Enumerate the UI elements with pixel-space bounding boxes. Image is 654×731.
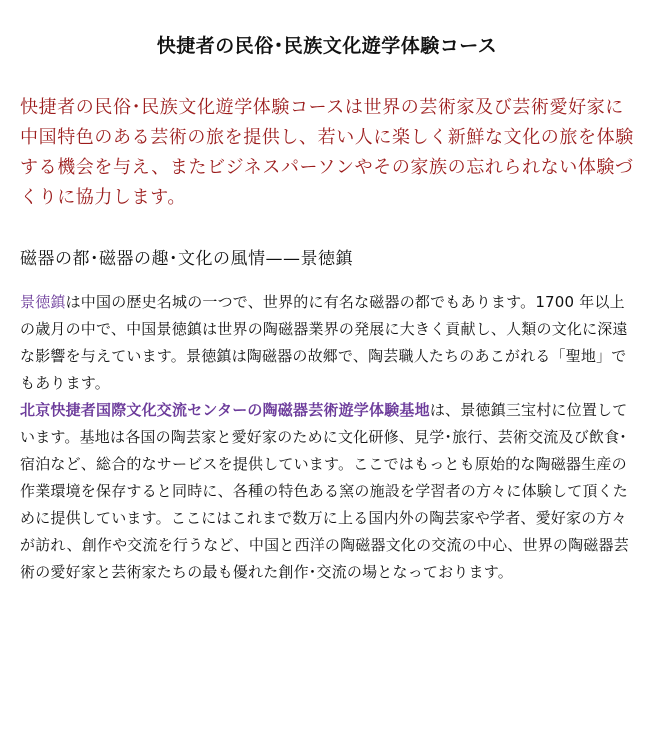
highlight-jingdezhen: 景徳鎮 (20, 293, 66, 311)
intro-paragraph: 快捷者の民俗･民族文化遊学体験コースは世界の芸術家及び芸術愛好家に中国特色のある芸術の旅を提供し、若い人に楽しく新鮮な文化の旅を体験する機会を与え、またビジネスパーソンやその家族の忘れられない体験づくりに協力します。 (20, 97, 634, 208)
body-paragraph (20, 289, 634, 586)
paragraph-2-text: は、景徳鎮三宝村に位置しています。基地は各国の陶芸家と愛好家のために文化研修、見学･旅行、芸術交流及び飲食･宿泊など、総合的なサービスを提供しています。ここではもっとも原始的な陶磁器生産の作業環境を保存すると同時に、各種の特色ある窯の施設を学習者の方々に体験して頂くために提供しています。ここにはこれまで数万に上る国内外の陶芸家や学者、愛好家の方々が訪れ、創作や交流を行うなど、中国と西洋の陶磁器文化の交流の中心、世界の陶磁器芸術の愛好家と芸術家たちの最も優れた創作･交流の場となっております。 (20, 401, 629, 581)
highlight-base-name: 北京快捷者国際文化交流センターの陶磁器芸術遊学体験基地 (20, 401, 430, 419)
section-heading: 磁器の都･磁器の趣･文化の風情——景徳鎮 (20, 249, 353, 269)
page-title: 快捷者の民俗･民族文化遊学体験コース (156, 35, 498, 57)
paragraph-1-text: は中国の歴史名城の一つで、世界的に有名な磁器の都でもあります。1700 年以上の歳月の中で、中国景徳鎮は世界の陶磁器業界の発展に大きく貢献し、人類の文化に深遠な影響を与えています。景徳鎮は陶磁器の故郷で、陶芸職人たちのあこがれる「聖地」でもあります。 (20, 293, 628, 392)
